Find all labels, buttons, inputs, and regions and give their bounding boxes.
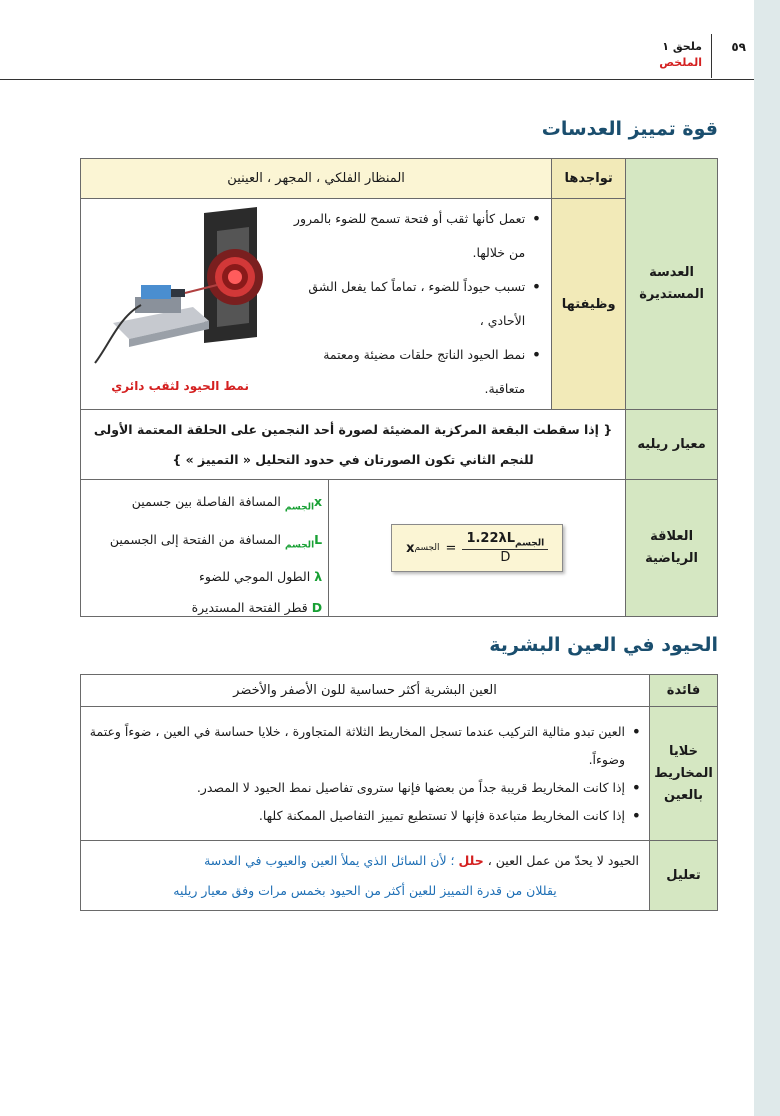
reasoning-question: الحيود لا يحدّ من عمل العين ،	[487, 852, 640, 868]
rayleigh-line-2: للنجم الثاني تكون الصورتان في حدود التحليل « التمييز » }	[172, 451, 534, 467]
lens-resolution-table	[80, 158, 718, 617]
formula-lhs-sub: الجسم	[414, 543, 440, 553]
header-rule	[0, 79, 754, 80]
label-benefit: فائدة	[650, 675, 718, 707]
definitions-list	[81, 480, 328, 616]
figure-caption: نمط الحيود لثقب دائري	[111, 379, 249, 393]
definition-item: λ الطول الموجي للضوء	[198, 569, 323, 584]
label-reasoning: تعليل	[650, 841, 718, 911]
label-math-relation: العلاقة الرياضية	[626, 480, 718, 617]
formula-numerator: $1.22\lambda L_{الجسم}$	[462, 531, 548, 550]
function-list	[279, 202, 549, 406]
definition-item: $x_{الجسم}$ المسافة الفاصلة بين جسمين	[131, 494, 323, 513]
formula-equals: =	[445, 540, 457, 556]
formula-box	[391, 524, 563, 572]
function-cell	[81, 199, 552, 410]
label-rayleigh-criterion: معيار ريليه	[626, 410, 718, 480]
function-item: • تعمل كأنها ثقب أو فتحة تسمح للضوء بالمرور من خلالها.	[287, 202, 525, 270]
cone-item: • إذا كانت المخاريط قريبة جداً من بعضها فإنها ستروى تفاصيل نمط الحيود لا المصدر.	[89, 774, 625, 802]
reasoning-answer-line-2: يقللان من قدرة التمييز للعين أكثر من الحيود بخمس مرات وفق معيار ريليه	[173, 882, 557, 898]
eye-diffraction-table	[80, 674, 718, 911]
rayleigh-line-1: { إذا سقطت البقعة المركزية المضيئة لصورة أحد النجمين على الحلقة المعتمة الأولى	[93, 421, 613, 437]
reasoning-answer-word: حلل	[458, 852, 484, 868]
formula-numerator-sub: الجسم	[515, 538, 545, 549]
label-applications: تواجدها	[552, 159, 626, 199]
formula-area	[328, 480, 625, 616]
definition-item: $L_{الجسم}$ المسافة من الفتحة إلى الجسمين	[109, 531, 323, 550]
diffraction-apparatus-image	[89, 205, 279, 375]
reasoning-cell	[81, 841, 650, 911]
page-number: ٥٩	[731, 40, 746, 54]
function-item: • نمط الحيود الناتج حلقات مضيئة ومعتمة متعاقبة.	[287, 338, 525, 406]
cone-item: • إذا كانت المخاريط متباعدة فإنها لا تستطيع تمييز التفاصيل الممكنة كلها.	[89, 802, 625, 830]
section-title-eye-diffraction: الحيود في العين البشرية	[489, 634, 718, 656]
definition-item: D قطر الفتحة المستديرة	[191, 600, 323, 615]
formula-fraction	[462, 531, 548, 565]
cone-cells-list	[81, 718, 649, 830]
side-strip	[754, 0, 780, 1116]
section-title-lens-resolution: قوة تمييز العدسات	[541, 118, 718, 140]
diffraction-figure	[81, 199, 279, 409]
label-function: وظيفتها	[552, 199, 626, 410]
formula-denominator: D	[500, 549, 511, 565]
benefit-text: العين البشرية أكثر حساسية للون الأصفر والأخضر	[81, 675, 650, 707]
math-relation-cell	[81, 480, 626, 617]
function-item: • تسبب حيوداً للضوء ، تماماً كما يفعل الشق الأحادي ،	[287, 270, 525, 338]
header-subtitle: الملخص	[659, 56, 702, 69]
header-title: ملحق ١	[662, 40, 702, 53]
cone-item: • العين تبدو مثالية التركيب عندما تسجل المخاريط الثلاثة المتجاورة ، خلايا حساسة في العين ، ضوءاً وعتمة وضوءاً.	[89, 718, 625, 774]
page-header	[0, 34, 754, 80]
applications-value: المنظار الفلكي ، المجهر ، العينين	[81, 159, 552, 199]
label-cone-cells: خلايا المخاريط بالعين	[650, 707, 718, 841]
rayleigh-criterion-text	[81, 410, 626, 480]
reasoning-answer-line-1: ؛ لأن السائل الذي يملأ العين والعيوب في العدسة	[204, 852, 455, 868]
cone-cells-cell	[81, 707, 650, 841]
header-divider	[711, 34, 712, 78]
label-circular-lens: العدسة المستديرة	[626, 159, 718, 410]
formula-lhs: x	[406, 540, 415, 556]
